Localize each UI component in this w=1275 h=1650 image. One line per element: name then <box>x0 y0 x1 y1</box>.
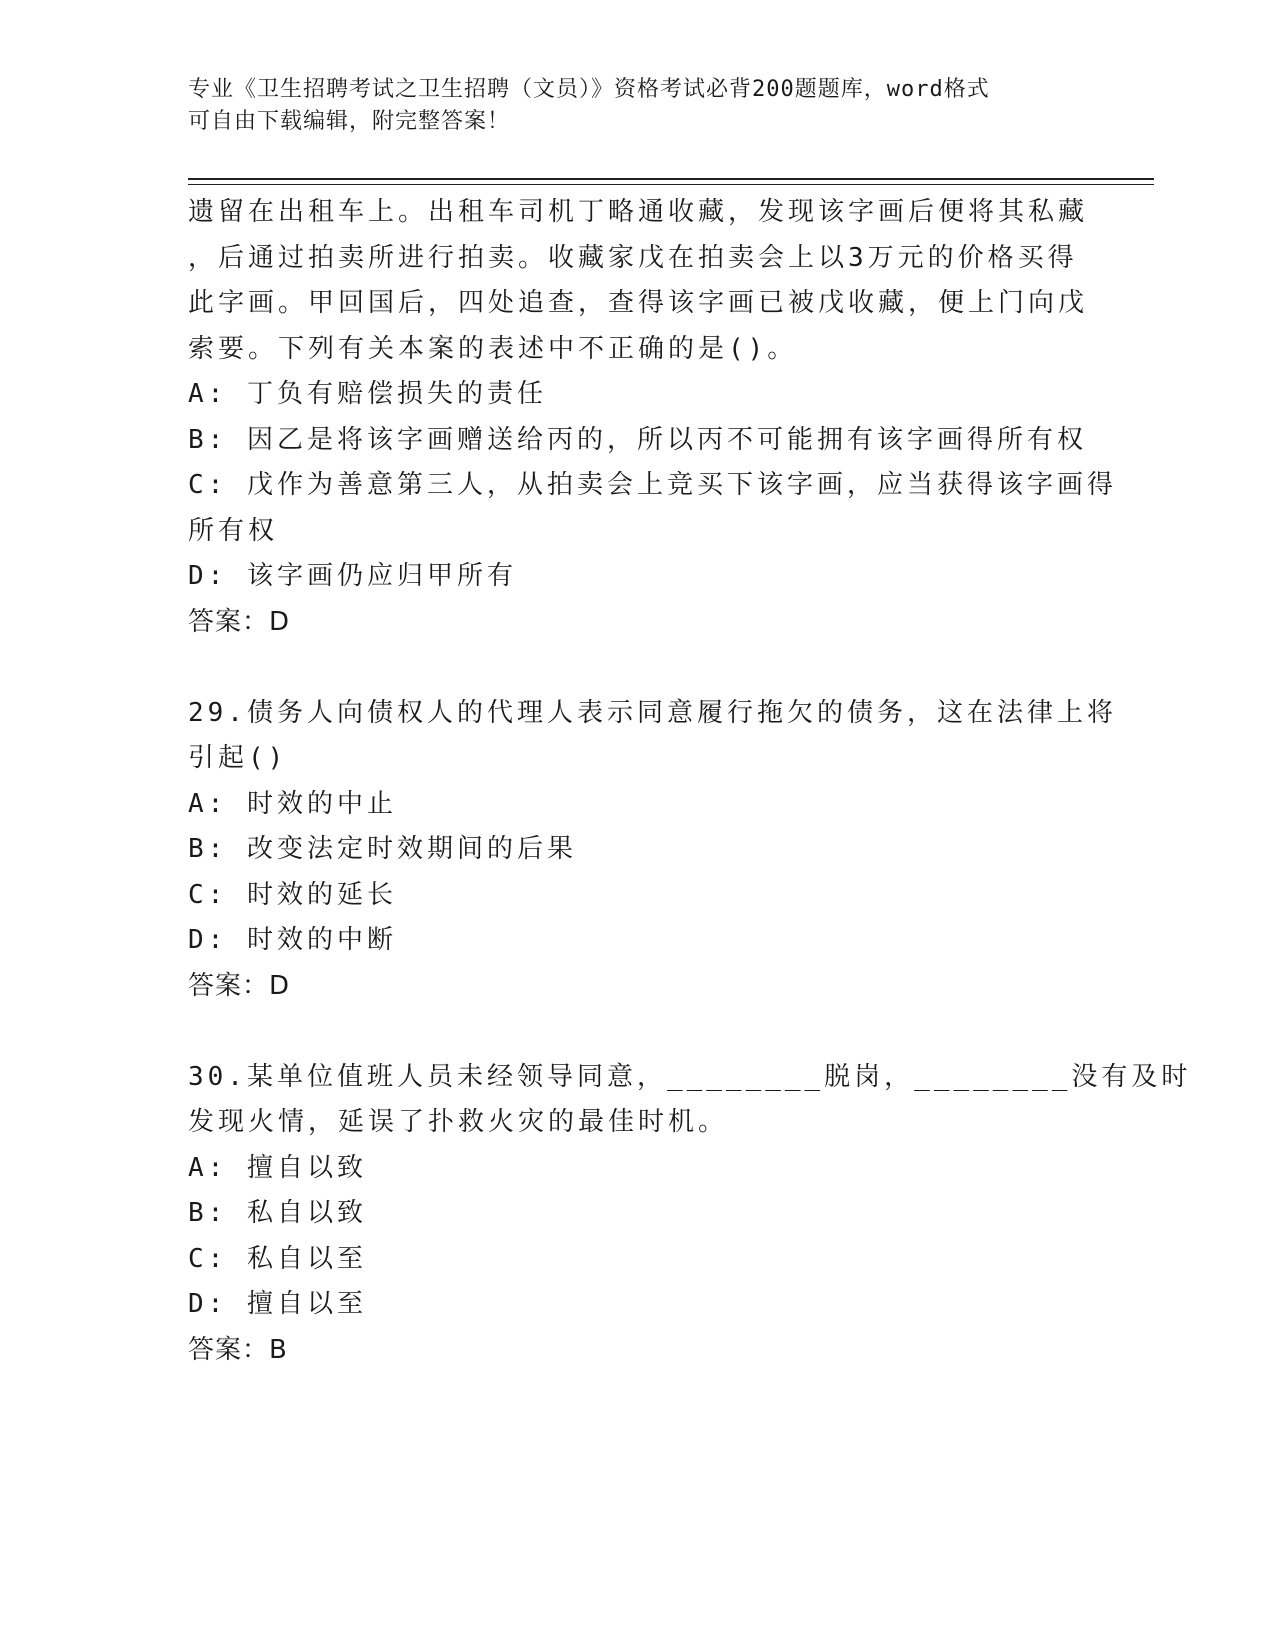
question-list <box>188 190 1192 1373</box>
question-30-block <box>188 1055 1192 1374</box>
header-divider-thin <box>188 184 1154 185</box>
question-30-option-a: A: 擅自以致 <box>188 1152 367 1183</box>
question-28-text-line: 此字画。甲回国后，四处追查，查得该字画已被戊收藏，便上门向戊 <box>188 288 1089 318</box>
question-29-block <box>188 691 1117 1010</box>
question-30-text-line: 发现火情，延误了扑救火灾的最佳时机。 <box>188 1107 729 1137</box>
question-28-option-b: B: 因乙是将该字画赠送给丙的，所以丙不可能拥有该字画得所有权 <box>188 424 1087 455</box>
question-28-option-c-continued: 所有权 <box>188 515 279 546</box>
question-29-option-c: C: 时效的延长 <box>188 879 397 910</box>
question-29-text-line: 引起() <box>188 743 288 773</box>
header-title-line-2: 可自由下载编辑，附完整答案！ <box>188 109 511 134</box>
question-28-option-a: A: 丁负有赔偿损失的责任 <box>188 379 547 409</box>
question-29-option-a: A: 时效的中止 <box>188 788 397 819</box>
question-spacer <box>188 1009 1078 1055</box>
question-28-option-d: D: 该字画仍应归甲所有 <box>188 561 517 591</box>
question-30-option-d: D: 擅自以至 <box>188 1289 367 1319</box>
question-28-block <box>188 190 1117 645</box>
question-29-option-d: D: 时效的中断 <box>188 925 397 955</box>
question-29-answer: 答案：D <box>188 970 291 1001</box>
question-30-text-line: 30.某单位值班人员未经领导同意，________脱岗，________没有及时 <box>188 1061 1192 1092</box>
header-title-line-1: 专业《卫生招聘考试之卫生招聘（文员）》资格考试必背200题题库，word格式 <box>188 77 990 102</box>
question-29-text-line: 29.债务人向债权人的代理人表示同意履行拖欠的债务，这在法律上将 <box>188 697 1117 728</box>
question-28-answer: 答案：D <box>188 606 291 637</box>
question-28-text-line: 遗留在出租车上。出租车司机丁略通收藏，发现该字画后便将其私藏 <box>188 197 1089 227</box>
document-header <box>188 74 1068 138</box>
question-30-option-b: B: 私自以致 <box>188 1198 367 1228</box>
question-28-text-line: ，后通过拍卖所进行拍卖。收藏家戊在拍卖会上以3万元的价格买得 <box>188 242 1078 273</box>
question-28-option-c: C: 戊作为善意第三人，从拍卖会上竞买下该字画，应当获得该字画得 <box>188 470 1117 500</box>
question-30-answer: 答案：B <box>188 1334 288 1365</box>
question-28-text-line: 索要。下列有关本案的表述中不正确的是()。 <box>188 333 798 364</box>
question-spacer <box>188 645 1078 691</box>
question-30-option-c: C: 私自以至 <box>188 1243 367 1274</box>
question-29-option-b: B: 改变法定时效期间的后果 <box>188 834 577 864</box>
header-divider-thick <box>188 178 1154 180</box>
